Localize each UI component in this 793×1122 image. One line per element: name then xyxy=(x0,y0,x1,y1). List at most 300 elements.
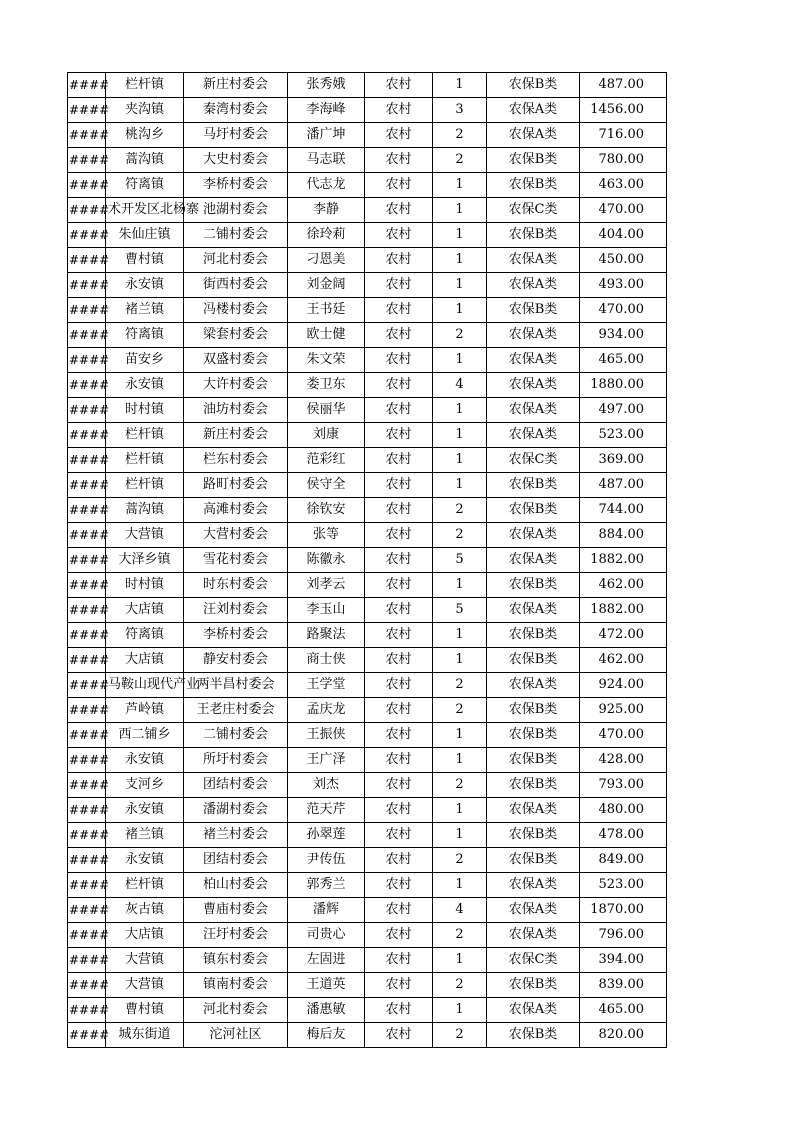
cell-area: 农村 xyxy=(365,198,433,223)
cell-count: 2 xyxy=(433,673,487,698)
cell-amount: 884.00 xyxy=(580,523,667,548)
table-row xyxy=(68,273,667,298)
cell-id: #### xyxy=(68,573,106,598)
table-row xyxy=(68,573,667,598)
cell-name: 刘杰 xyxy=(288,773,365,798)
table-row xyxy=(68,298,667,323)
cell-village: 团结村委会 xyxy=(184,848,288,873)
cell-name: 王书廷 xyxy=(288,298,365,323)
cell-area: 农村 xyxy=(365,748,433,773)
cell-town: 褚兰镇 xyxy=(106,823,184,848)
cell-id: #### xyxy=(68,548,106,573)
cell-id: #### xyxy=(68,498,106,523)
cell-area: 农村 xyxy=(365,998,433,1023)
cell-id: #### xyxy=(68,923,106,948)
cell-village: 油坊村委会 xyxy=(184,398,288,423)
cell-id: #### xyxy=(68,373,106,398)
cell-area: 农村 xyxy=(365,73,433,98)
cell-town: 栏杆镇 xyxy=(106,423,184,448)
cell-category: 农保B类 xyxy=(487,748,580,773)
table-row xyxy=(68,448,667,473)
cell-count: 5 xyxy=(433,548,487,573)
cell-amount: 480.00 xyxy=(580,798,667,823)
cell-count: 1 xyxy=(433,948,487,973)
cell-id: #### xyxy=(68,748,106,773)
cell-name: 司贵心 xyxy=(288,923,365,948)
cell-count: 1 xyxy=(433,623,487,648)
cell-village: 新庄村委会 xyxy=(184,73,288,98)
cell-village: 大营村委会 xyxy=(184,523,288,548)
cell-name: 代志龙 xyxy=(288,173,365,198)
cell-area: 农村 xyxy=(365,623,433,648)
cell-village: 马圩村委会 xyxy=(184,123,288,148)
cell-village: 高滩村委会 xyxy=(184,498,288,523)
cell-category: 农保B类 xyxy=(487,498,580,523)
cell-count: 1 xyxy=(433,473,487,498)
cell-category: 农保A类 xyxy=(487,273,580,298)
cell-count: 1 xyxy=(433,248,487,273)
cell-town: 大营镇 xyxy=(106,948,184,973)
cell-town: 马鞍山现代产业 xyxy=(106,673,184,698)
cell-id: #### xyxy=(68,698,106,723)
cell-category: 农保B类 xyxy=(487,473,580,498)
cell-count: 2 xyxy=(433,973,487,998)
cell-amount: 820.00 xyxy=(580,1023,667,1048)
cell-amount: 497.00 xyxy=(580,398,667,423)
cell-village: 李桥村委会 xyxy=(184,623,288,648)
cell-town: 大营镇 xyxy=(106,973,184,998)
cell-id: #### xyxy=(68,598,106,623)
cell-category: 农保B类 xyxy=(487,823,580,848)
cell-name: 潘惠敏 xyxy=(288,998,365,1023)
cell-town: 曹村镇 xyxy=(106,248,184,273)
table-row xyxy=(68,498,667,523)
cell-count: 3 xyxy=(433,98,487,123)
cell-village: 秦湾村委会 xyxy=(184,98,288,123)
cell-count: 1 xyxy=(433,348,487,373)
cell-id: #### xyxy=(68,173,106,198)
cell-id: #### xyxy=(68,948,106,973)
cell-id: #### xyxy=(68,198,106,223)
cell-id: #### xyxy=(68,823,106,848)
cell-id: #### xyxy=(68,298,106,323)
cell-amount: 463.00 xyxy=(580,173,667,198)
table-row xyxy=(68,73,667,98)
cell-town: 栏杆镇 xyxy=(106,448,184,473)
table-row xyxy=(68,948,667,973)
table-row xyxy=(68,998,667,1023)
cell-village: 曹庙村委会 xyxy=(184,898,288,923)
cell-category: 农保A类 xyxy=(487,323,580,348)
cell-village: 镇南村委会 xyxy=(184,973,288,998)
cell-name: 李静 xyxy=(288,198,365,223)
cell-town: 永安镇 xyxy=(106,373,184,398)
cell-count: 1 xyxy=(433,648,487,673)
cell-area: 农村 xyxy=(365,98,433,123)
cell-town: 夹沟镇 xyxy=(106,98,184,123)
cell-town: 苗安乡 xyxy=(106,348,184,373)
cell-area: 农村 xyxy=(365,323,433,348)
cell-amount: 462.00 xyxy=(580,648,667,673)
cell-count: 1 xyxy=(433,873,487,898)
cell-count: 2 xyxy=(433,523,487,548)
cell-name: 娄卫东 xyxy=(288,373,365,398)
cell-name: 王振侠 xyxy=(288,723,365,748)
cell-name: 王学堂 xyxy=(288,673,365,698)
cell-area: 农村 xyxy=(365,348,433,373)
cell-amount: 487.00 xyxy=(580,473,667,498)
cell-name: 孙翠莲 xyxy=(288,823,365,848)
cell-category: 农保B类 xyxy=(487,848,580,873)
cell-area: 农村 xyxy=(365,873,433,898)
cell-category: 农保B类 xyxy=(487,573,580,598)
cell-area: 农村 xyxy=(365,798,433,823)
table-row xyxy=(68,823,667,848)
cell-id: #### xyxy=(68,348,106,373)
cell-id: #### xyxy=(68,848,106,873)
cell-name: 王广泽 xyxy=(288,748,365,773)
cell-count: 2 xyxy=(433,498,487,523)
table-row xyxy=(68,523,667,548)
cell-category: 农保B类 xyxy=(487,773,580,798)
cell-id: #### xyxy=(68,773,106,798)
cell-village: 河北村委会 xyxy=(184,998,288,1023)
cell-area: 农村 xyxy=(365,1023,433,1048)
cell-town: 栏杆镇 xyxy=(106,473,184,498)
table-row xyxy=(68,548,667,573)
cell-category: 农保A类 xyxy=(487,548,580,573)
cell-count: 1 xyxy=(433,398,487,423)
cell-category: 农保A类 xyxy=(487,998,580,1023)
cell-area: 农村 xyxy=(365,473,433,498)
cell-village: 沱河社区 xyxy=(184,1023,288,1048)
table-row xyxy=(68,723,667,748)
table-row xyxy=(68,923,667,948)
cell-count: 1 xyxy=(433,573,487,598)
cell-area: 农村 xyxy=(365,498,433,523)
cell-amount: 523.00 xyxy=(580,423,667,448)
cell-town: 蒿沟镇 xyxy=(106,148,184,173)
cell-count: 1 xyxy=(433,748,487,773)
cell-id: #### xyxy=(68,123,106,148)
cell-name: 侯守全 xyxy=(288,473,365,498)
cell-village: 梁套村委会 xyxy=(184,323,288,348)
cell-town: 大营镇 xyxy=(106,523,184,548)
table-row xyxy=(68,98,667,123)
cell-area: 农村 xyxy=(365,248,433,273)
cell-name: 李玉山 xyxy=(288,598,365,623)
cell-count: 1 xyxy=(433,823,487,848)
cell-name: 路聚法 xyxy=(288,623,365,648)
cell-category: 农保A类 xyxy=(487,923,580,948)
cell-category: 农保A类 xyxy=(487,598,580,623)
cell-count: 2 xyxy=(433,123,487,148)
cell-count: 2 xyxy=(433,923,487,948)
cell-town: 符离镇 xyxy=(106,623,184,648)
cell-town: 永安镇 xyxy=(106,748,184,773)
cell-category: 农保A类 xyxy=(487,348,580,373)
cell-amount: 796.00 xyxy=(580,923,667,948)
cell-area: 农村 xyxy=(365,448,433,473)
cell-category: 农保A类 xyxy=(487,898,580,923)
cell-name: 张秀娥 xyxy=(288,73,365,98)
table-row xyxy=(68,698,667,723)
cell-village: 王老庄村委会 xyxy=(184,698,288,723)
cell-count: 1 xyxy=(433,223,487,248)
cell-count: 1 xyxy=(433,173,487,198)
cell-category: 农保A类 xyxy=(487,98,580,123)
cell-category: 农保A类 xyxy=(487,123,580,148)
cell-name: 徐玲莉 xyxy=(288,223,365,248)
cell-count: 4 xyxy=(433,373,487,398)
cell-town: 灰古镇 xyxy=(106,898,184,923)
cell-category: 农保B类 xyxy=(487,1023,580,1048)
table-row xyxy=(68,798,667,823)
cell-name: 潘广坤 xyxy=(288,123,365,148)
cell-name: 刘康 xyxy=(288,423,365,448)
cell-category: 农保A类 xyxy=(487,873,580,898)
cell-name: 陈徽永 xyxy=(288,548,365,573)
cell-town: 褚兰镇 xyxy=(106,298,184,323)
cell-town: 栏杆镇 xyxy=(106,873,184,898)
cell-name: 刘金阔 xyxy=(288,273,365,298)
cell-amount: 793.00 xyxy=(580,773,667,798)
cell-count: 1 xyxy=(433,723,487,748)
cell-id: #### xyxy=(68,98,106,123)
cell-town: 芦岭镇 xyxy=(106,698,184,723)
cell-id: #### xyxy=(68,398,106,423)
table-row xyxy=(68,373,667,398)
cell-village: 二铺村委会 xyxy=(184,723,288,748)
cell-count: 1 xyxy=(433,298,487,323)
cell-count: 1 xyxy=(433,998,487,1023)
table-row xyxy=(68,748,667,773)
cell-amount: 925.00 xyxy=(580,698,667,723)
cell-area: 农村 xyxy=(365,298,433,323)
cell-village: 冯楼村委会 xyxy=(184,298,288,323)
cell-amount: 839.00 xyxy=(580,973,667,998)
cell-village: 河北村委会 xyxy=(184,248,288,273)
cell-town: 时村镇 xyxy=(106,573,184,598)
cell-area: 农村 xyxy=(365,898,433,923)
table-row xyxy=(68,848,667,873)
table-row xyxy=(68,673,667,698)
cell-name: 徐钦安 xyxy=(288,498,365,523)
cell-town: 栏杆镇 xyxy=(106,73,184,98)
cell-amount: 924.00 xyxy=(580,673,667,698)
cell-village: 栏东村委会 xyxy=(184,448,288,473)
cell-name: 侯丽华 xyxy=(288,398,365,423)
cell-count: 1 xyxy=(433,273,487,298)
cell-area: 农村 xyxy=(365,848,433,873)
cell-category: 农保B类 xyxy=(487,723,580,748)
table-row xyxy=(68,623,667,648)
cell-area: 农村 xyxy=(365,548,433,573)
cell-count: 1 xyxy=(433,73,487,98)
cell-village: 汪圩村委会 xyxy=(184,923,288,948)
cell-id: #### xyxy=(68,623,106,648)
cell-name: 刘孝云 xyxy=(288,573,365,598)
cell-village: 镇东村委会 xyxy=(184,948,288,973)
cell-name: 梅后友 xyxy=(288,1023,365,1048)
cell-amount: 394.00 xyxy=(580,948,667,973)
cell-area: 农村 xyxy=(365,723,433,748)
cell-id: #### xyxy=(68,1023,106,1048)
cell-area: 农村 xyxy=(365,173,433,198)
cell-category: 农保A类 xyxy=(487,673,580,698)
cell-name: 商士侠 xyxy=(288,648,365,673)
cell-id: #### xyxy=(68,423,106,448)
cell-area: 农村 xyxy=(365,148,433,173)
cell-amount: 1456.00 xyxy=(580,98,667,123)
cell-village: 池湖村委会 xyxy=(184,198,288,223)
cell-category: 农保A类 xyxy=(487,248,580,273)
cell-town: 符离镇 xyxy=(106,323,184,348)
cell-area: 农村 xyxy=(365,923,433,948)
cell-area: 农村 xyxy=(365,573,433,598)
cell-name: 王道英 xyxy=(288,973,365,998)
cell-area: 农村 xyxy=(365,523,433,548)
cell-name: 欧士健 xyxy=(288,323,365,348)
cell-name: 刁恩美 xyxy=(288,248,365,273)
cell-name: 郭秀兰 xyxy=(288,873,365,898)
cell-town: 大泽乡镇 xyxy=(106,548,184,573)
cell-category: 农保C类 xyxy=(487,198,580,223)
cell-count: 2 xyxy=(433,773,487,798)
cell-amount: 493.00 xyxy=(580,273,667,298)
cell-name: 朱文荣 xyxy=(288,348,365,373)
cell-count: 4 xyxy=(433,898,487,923)
cell-category: 农保C类 xyxy=(487,948,580,973)
cell-town: 永安镇 xyxy=(106,798,184,823)
cell-name: 范天芹 xyxy=(288,798,365,823)
cell-village: 褚兰村委会 xyxy=(184,823,288,848)
cell-count: 2 xyxy=(433,698,487,723)
cell-town: 支河乡 xyxy=(106,773,184,798)
cell-amount: 478.00 xyxy=(580,823,667,848)
cell-amount: 1880.00 xyxy=(580,373,667,398)
cell-id: #### xyxy=(68,73,106,98)
cell-id: #### xyxy=(68,148,106,173)
cell-town: 蒿沟镇 xyxy=(106,498,184,523)
data-table xyxy=(67,72,667,1048)
cell-area: 农村 xyxy=(365,823,433,848)
cell-name: 张等 xyxy=(288,523,365,548)
cell-village: 新庄村委会 xyxy=(184,423,288,448)
cell-name: 尹传伍 xyxy=(288,848,365,873)
cell-amount: 465.00 xyxy=(580,998,667,1023)
table-row xyxy=(68,773,667,798)
cell-town: 永安镇 xyxy=(106,848,184,873)
cell-town: 城东街道 xyxy=(106,1023,184,1048)
table-row xyxy=(68,123,667,148)
cell-town: 大店镇 xyxy=(106,598,184,623)
cell-id: #### xyxy=(68,273,106,298)
cell-category: 农保B类 xyxy=(487,73,580,98)
table-row xyxy=(68,223,667,248)
cell-category: 农保A类 xyxy=(487,398,580,423)
cell-category: 农保A类 xyxy=(487,423,580,448)
cell-amount: 462.00 xyxy=(580,573,667,598)
cell-id: #### xyxy=(68,648,106,673)
cell-id: #### xyxy=(68,323,106,348)
table-row xyxy=(68,1023,667,1048)
cell-amount: 934.00 xyxy=(580,323,667,348)
cell-amount: 450.00 xyxy=(580,248,667,273)
cell-amount: 428.00 xyxy=(580,748,667,773)
cell-town: 朱仙庄镇 xyxy=(106,223,184,248)
cell-town: 符离镇 xyxy=(106,173,184,198)
cell-village: 汪刘村委会 xyxy=(184,598,288,623)
cell-amount: 487.00 xyxy=(580,73,667,98)
cell-village: 两半昌村委会 xyxy=(184,673,288,698)
cell-village: 团结村委会 xyxy=(184,773,288,798)
cell-id: #### xyxy=(68,998,106,1023)
cell-amount: 1870.00 xyxy=(580,898,667,923)
cell-town: 桃沟乡 xyxy=(106,123,184,148)
table-row xyxy=(68,148,667,173)
cell-id: #### xyxy=(68,973,106,998)
table-row xyxy=(68,898,667,923)
cell-category: 农保A类 xyxy=(487,373,580,398)
cell-category: 农保B类 xyxy=(487,698,580,723)
cell-id: #### xyxy=(68,723,106,748)
cell-village: 李桥村委会 xyxy=(184,173,288,198)
table-row xyxy=(68,348,667,373)
cell-area: 农村 xyxy=(365,423,433,448)
cell-village: 柏山村委会 xyxy=(184,873,288,898)
cell-id: #### xyxy=(68,248,106,273)
cell-name: 左固进 xyxy=(288,948,365,973)
cell-category: 农保B类 xyxy=(487,623,580,648)
cell-count: 2 xyxy=(433,848,487,873)
cell-village: 大史村委会 xyxy=(184,148,288,173)
cell-village: 双盛村委会 xyxy=(184,348,288,373)
cell-town: 曹村镇 xyxy=(106,998,184,1023)
cell-town: 时村镇 xyxy=(106,398,184,423)
cell-amount: 472.00 xyxy=(580,623,667,648)
cell-village: 静安村委会 xyxy=(184,648,288,673)
cell-area: 农村 xyxy=(365,273,433,298)
cell-count: 1 xyxy=(433,448,487,473)
cell-name: 潘辉 xyxy=(288,898,365,923)
table-row xyxy=(68,323,667,348)
cell-category: 农保B类 xyxy=(487,648,580,673)
cell-id: #### xyxy=(68,673,106,698)
cell-area: 农村 xyxy=(365,973,433,998)
cell-amount: 470.00 xyxy=(580,723,667,748)
cell-id: #### xyxy=(68,448,106,473)
table-row xyxy=(68,873,667,898)
cell-town: 大店镇 xyxy=(106,648,184,673)
cell-count: 1 xyxy=(433,423,487,448)
cell-village: 所圩村委会 xyxy=(184,748,288,773)
cell-category: 农保B类 xyxy=(487,973,580,998)
cell-area: 农村 xyxy=(365,673,433,698)
cell-count: 2 xyxy=(433,148,487,173)
cell-village: 二铺村委会 xyxy=(184,223,288,248)
cell-amount: 369.00 xyxy=(580,448,667,473)
cell-amount: 1882.00 xyxy=(580,598,667,623)
cell-name: 李海峰 xyxy=(288,98,365,123)
cell-amount: 849.00 xyxy=(580,848,667,873)
table-row xyxy=(68,598,667,623)
cell-count: 1 xyxy=(433,798,487,823)
cell-category: 农保B类 xyxy=(487,223,580,248)
cell-count: 2 xyxy=(433,323,487,348)
cell-village: 雪花村委会 xyxy=(184,548,288,573)
cell-category: 农保C类 xyxy=(487,448,580,473)
